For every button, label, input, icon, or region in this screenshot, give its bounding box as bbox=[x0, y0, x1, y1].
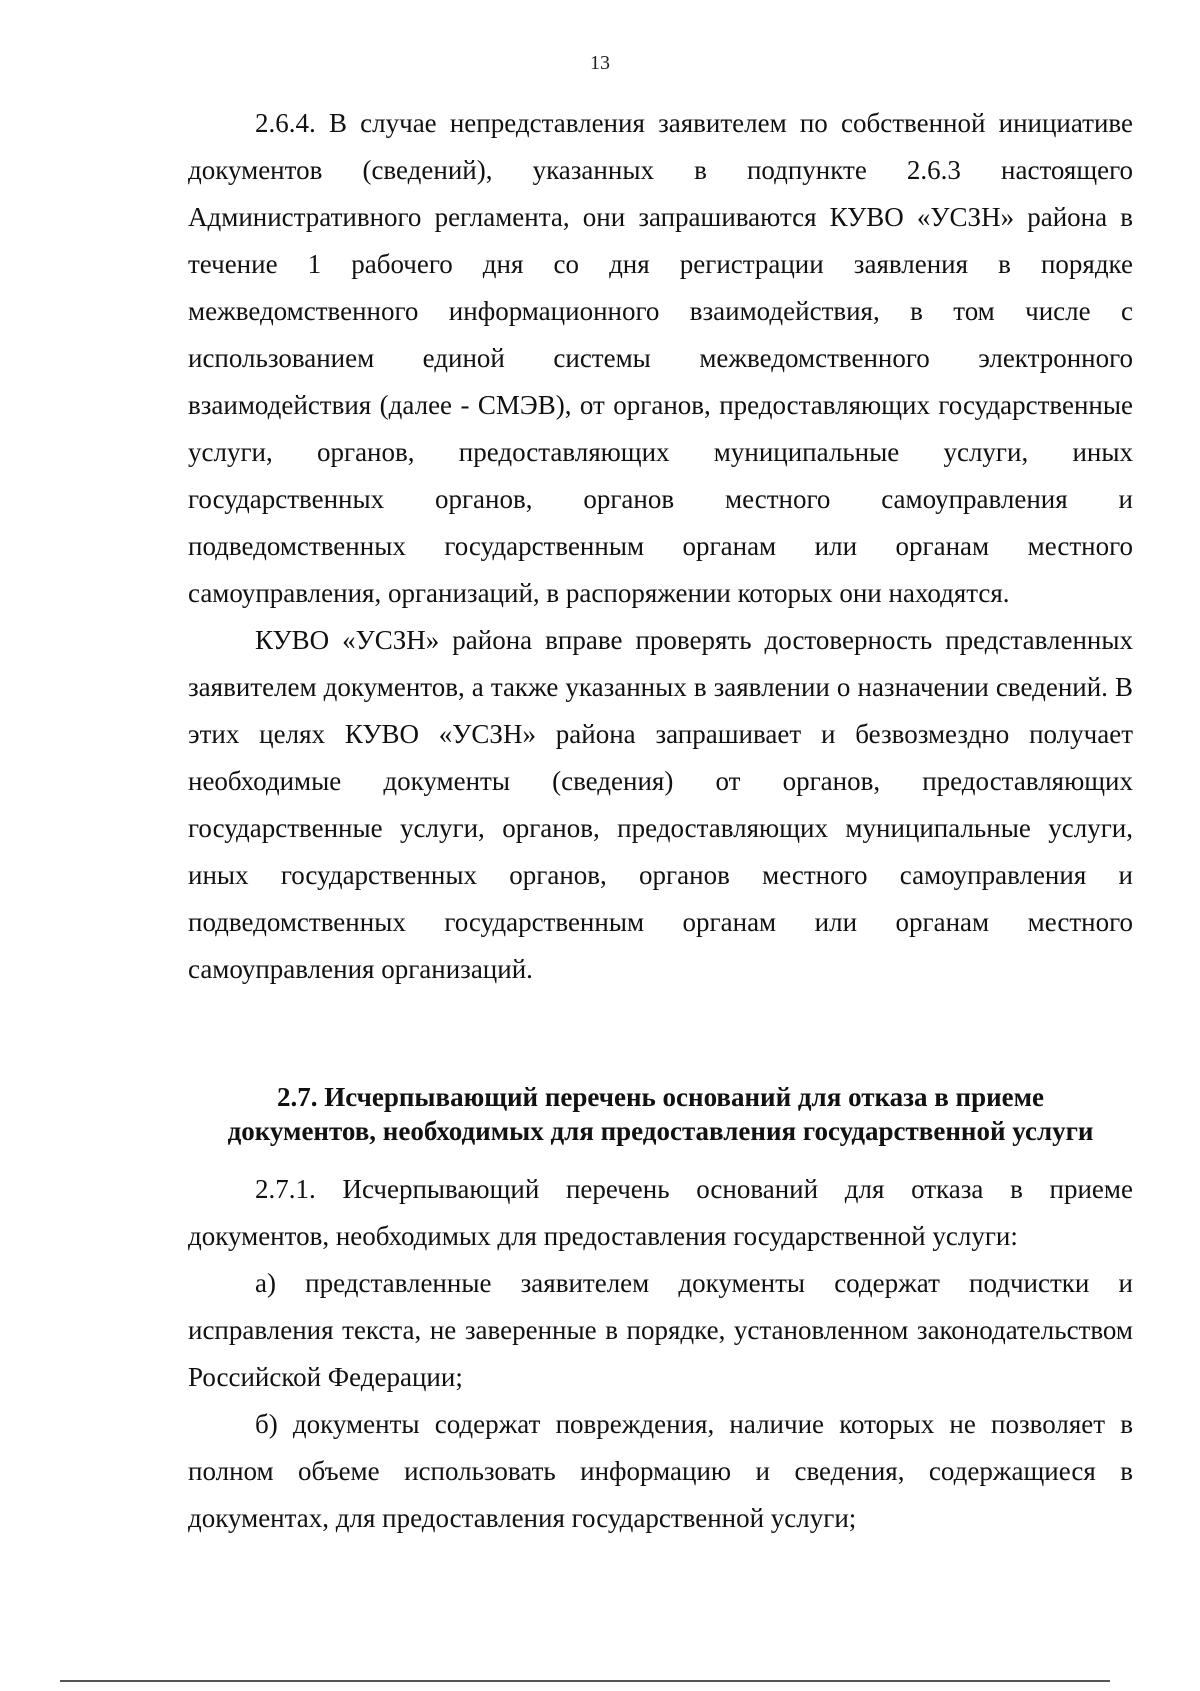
section-heading-line-1: 2.7. Исчерпывающий перечень оснований для отказа в приеме bbox=[276, 1082, 1045, 1112]
paragraph-kuvo-verification: КУВО «УСЗН» района вправе проверять достоверность представленных заявителем документов, а также указанных в заявлении о назначении сведений. В этих целях КУВО «УСЗН» района запрашивает и безвозмездно получает необходимые документы (сведения) от органов, предоставляющих государственные услуги, органов, предоставляющих муниципальные услуги, иных государственных органов, органов местного самоуправления и подведомственных государственным органам или органам местного самоуправления организаций. bbox=[188, 625, 1133, 984]
list-item-b: б) документы содержат повреждения, наличие которых не позволяет в полном объеме использовать информацию и сведения, содержащиеся в документах, для предоставления государственной услуги; bbox=[188, 1409, 1133, 1533]
section-heading-line-2: документов, необходимых для предоставления государственной услуги bbox=[227, 1116, 1094, 1146]
section-spacer bbox=[188, 993, 1133, 1080]
section-heading-2-7 bbox=[188, 1080, 1133, 1148]
scan-edge-line bbox=[60, 1680, 1110, 1682]
heading-spacer bbox=[188, 1148, 1133, 1166]
document-body bbox=[188, 100, 1133, 1542]
paragraph-2-6-4: 2.6.4. В случае непредставления заявителем по собственной инициативе документов (сведений), указанных в подпункте 2.6.3 настоящего Административного регламента, они запрашиваются КУВО «УСЗН» района в течение 1 рабочего дня со дня регистрации заявления в порядке межведомственного информационного взаимодействия, в том числе с использованием единой системы межведомственного электронного взаимодействия (далее - СМЭВ), от органов, предоставляющих государственные услуги, органов, предоставляющих муниципальные услуги, иных государственных органов, органов местного самоуправления и подведомственных государственным органам или органам местного самоуправления, организаций, в распоряжении которых они находятся. bbox=[188, 108, 1133, 608]
page-number: 13 bbox=[590, 52, 610, 74]
list-item-a: а) представленные заявителем документы содержат подчистки и исправления текста, не заверенные в порядке, установленном законодательством Российской Федерации; bbox=[188, 1268, 1133, 1392]
paragraph-2-7-1: 2.7.1. Исчерпывающий перечень оснований для отказа в приеме документов, необходимых для предоставления государственной услуги: bbox=[188, 1174, 1133, 1251]
